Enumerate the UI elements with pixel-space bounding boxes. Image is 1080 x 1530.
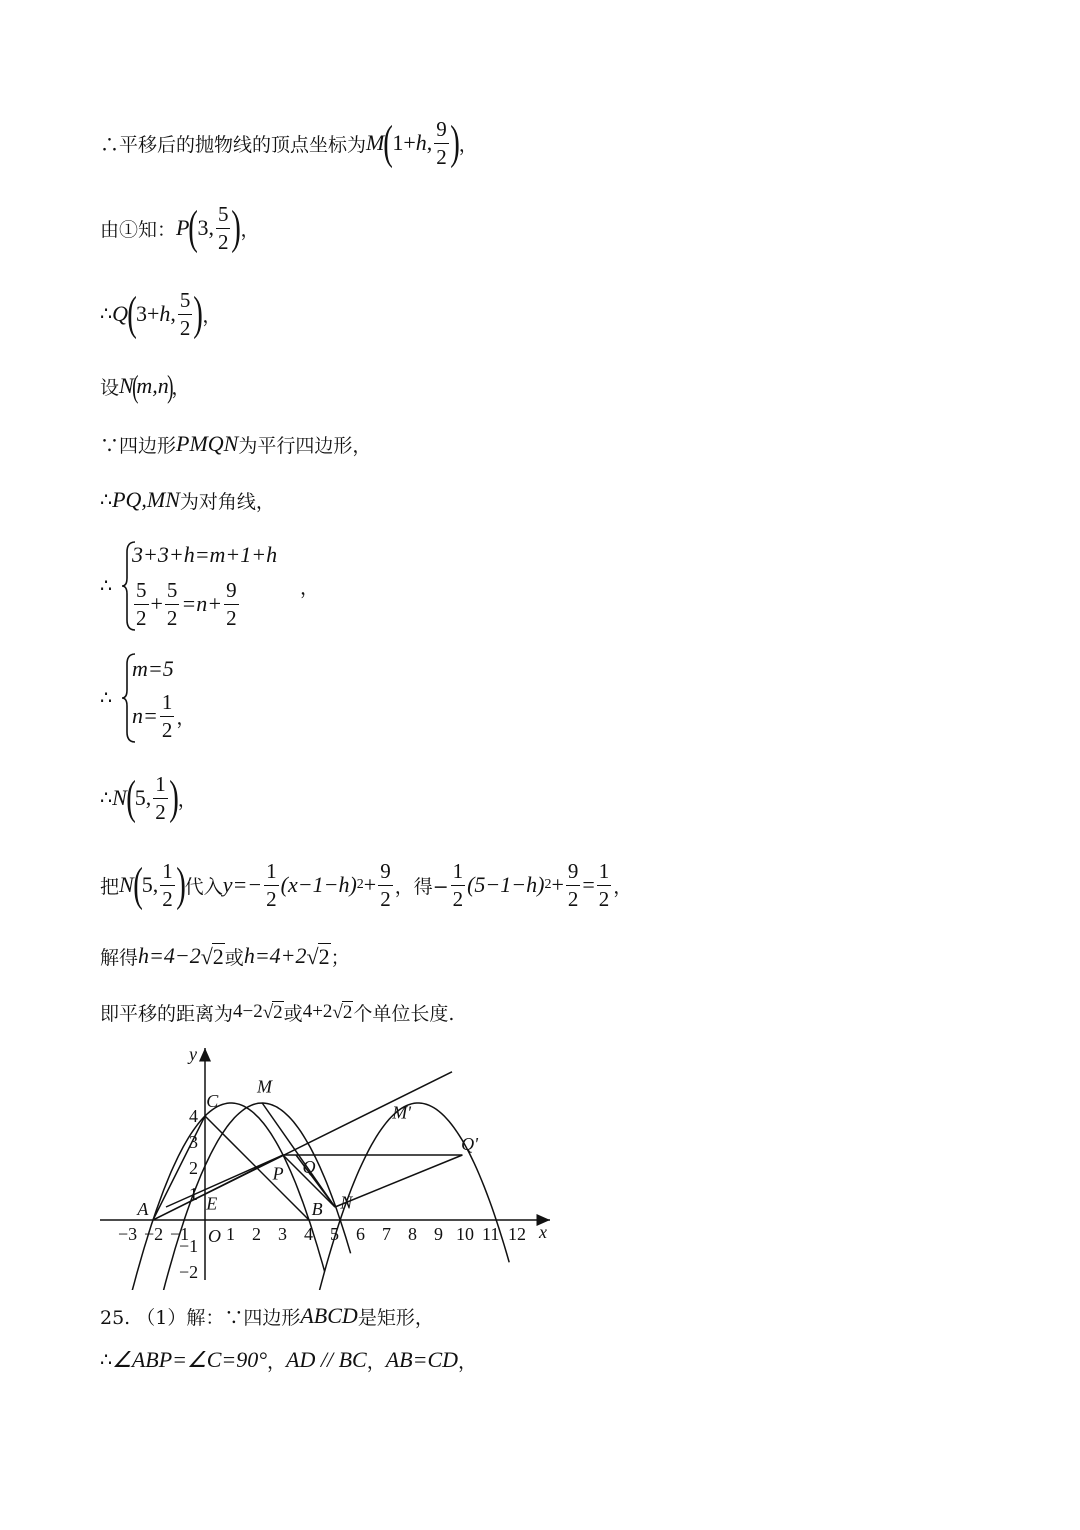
denominator: 2 — [161, 717, 173, 742]
punct: ， — [202, 304, 222, 327]
fraction — [160, 691, 175, 740]
y-tick-label: 2 — [189, 1158, 198, 1178]
fraction — [178, 289, 193, 338]
line-distance — [100, 982, 454, 1042]
segment-cb — [205, 1116, 309, 1220]
parabola-shifted-2 — [309, 1103, 509, 1290]
fraction — [451, 860, 466, 909]
expr: (x−1−h) — [280, 872, 357, 897]
coordinate-figure — [95, 1040, 565, 1290]
figure-geometry — [100, 1048, 550, 1290]
denominator: 2 — [567, 886, 579, 911]
fraction — [153, 773, 168, 822]
expr: AB=CD — [385, 1347, 459, 1372]
x-tick-label: 3 — [278, 1224, 287, 1244]
fraction — [566, 860, 581, 909]
x-tick-label: 1 — [226, 1224, 235, 1244]
fraction — [224, 579, 239, 628]
text: ，得− — [394, 875, 449, 898]
y-axis-label: y — [189, 1044, 197, 1064]
radicand: 2 — [212, 943, 224, 969]
plus: + — [150, 591, 163, 616]
text: ∴平移后的抛物线的顶点坐标为 — [100, 133, 367, 156]
x-tick-label: 4 — [304, 1224, 313, 1244]
x-tick-label: −2 — [144, 1224, 164, 1244]
x-tick-label: −3 — [118, 1224, 138, 1244]
numerator: 1 — [264, 860, 279, 885]
expr: =n+ — [181, 591, 223, 616]
equation-row-2 — [132, 688, 195, 744]
var-n: N — [112, 785, 127, 810]
text: 或 — [224, 946, 244, 969]
line-substitute — [100, 855, 632, 915]
line-rectangle-props — [100, 1330, 477, 1390]
fraction — [264, 860, 279, 909]
denominator: 2 — [436, 144, 447, 169]
sqrt: √ 2 — [200, 943, 224, 969]
equation-row-1: m=5 — [132, 656, 174, 681]
text: ∵四边形 — [100, 434, 177, 457]
expr: 3+ — [135, 301, 160, 326]
punct: ； — [330, 946, 350, 969]
text: 把 — [100, 875, 120, 898]
fraction — [160, 860, 175, 909]
fraction — [165, 579, 180, 628]
therefore: ∴ — [100, 575, 113, 597]
x-tick-label: 10 — [456, 1224, 474, 1244]
text: ∴ — [100, 787, 113, 809]
text: 或 — [283, 1002, 303, 1025]
denominator: 2 — [217, 229, 229, 254]
punct: ， — [458, 133, 478, 156]
expr: h=4+2 — [243, 943, 307, 968]
exponent: 2 — [356, 877, 364, 892]
paren-open: ( — [188, 201, 199, 254]
expr: (5−1−h) — [467, 872, 545, 897]
text: ∴ — [100, 489, 113, 511]
denominator: 2 — [226, 605, 237, 630]
point-e-label: E — [206, 1193, 218, 1214]
paren-close: ) — [193, 287, 204, 340]
expr: 4+2 — [302, 1001, 333, 1022]
text: ∴ — [100, 1349, 113, 1371]
denominator: 2 — [155, 799, 166, 824]
expr: y=− — [222, 872, 263, 897]
line-set-n — [100, 356, 190, 416]
text: 设 — [100, 376, 120, 399]
equals: = — [582, 872, 595, 897]
line-solve-h — [100, 926, 350, 986]
denominator: 2 — [179, 315, 191, 340]
radicand: 2 — [273, 1001, 283, 1023]
numerator: 5 — [216, 203, 231, 228]
x-tick-label: −1 — [170, 1224, 190, 1244]
text: 由①知： — [100, 218, 177, 241]
punct: ， — [171, 376, 191, 399]
paren-open: ( — [125, 771, 136, 824]
fraction — [434, 118, 449, 167]
punct: ， — [613, 875, 633, 898]
point-m-label: M — [257, 1076, 272, 1097]
numerator: 9 — [566, 860, 581, 885]
paren-close: ) — [168, 771, 179, 824]
y-tick-label: −2 — [179, 1262, 199, 1282]
numerator: 9 — [224, 579, 239, 604]
paren-close: ) — [175, 858, 186, 911]
numerator: 1 — [160, 860, 175, 885]
text: 代入 — [184, 875, 223, 898]
expr: AD // BC — [286, 1347, 367, 1372]
x-tick-label: 5 — [330, 1224, 339, 1244]
paren-open: ( — [383, 116, 394, 169]
fraction — [134, 579, 149, 628]
punct: ， — [366, 1350, 386, 1373]
line-point-q — [100, 284, 221, 344]
y-tick-label: 4 — [189, 1106, 198, 1126]
equation-row-1: 3+3+h=m+1+h — [132, 542, 278, 567]
equation-row-2 — [132, 576, 241, 632]
numerator: 5 — [134, 579, 149, 604]
x-tick-label: 8 — [408, 1224, 417, 1244]
paren-open: ( — [127, 287, 137, 340]
segment-ap — [153, 1155, 283, 1220]
numerator: 5 — [178, 289, 193, 314]
punct: ， — [300, 576, 320, 599]
denominator: 2 — [452, 886, 464, 911]
expr: h=4−2 — [138, 943, 201, 968]
paren-open: ( — [131, 368, 139, 404]
segment-e-line — [166, 1155, 283, 1207]
plus: + — [551, 872, 564, 897]
var-n: N — [119, 373, 134, 398]
line-point-n — [100, 768, 197, 828]
fraction — [378, 860, 393, 909]
punct: ， — [176, 706, 196, 729]
var-h: h — [415, 130, 427, 155]
expr: n= — [132, 703, 158, 728]
radicand: 2 — [318, 943, 330, 969]
fraction — [597, 860, 612, 909]
punct: ， — [267, 1350, 287, 1373]
denominator: 2 — [162, 886, 173, 911]
origin-label: O — [208, 1226, 221, 1246]
expr: m,n — [136, 373, 169, 398]
expr: 4−2 — [233, 1001, 263, 1022]
var-h: h — [159, 301, 171, 326]
parabola-original — [130, 1103, 325, 1290]
paren-close: ) — [231, 201, 242, 254]
var-p: P — [176, 215, 190, 240]
sqrt: √ 2 — [332, 1001, 353, 1023]
var-q: Q — [112, 301, 128, 326]
paren-close: ) — [166, 368, 174, 404]
point-q-label: Q — [302, 1157, 316, 1178]
line-point-p — [100, 198, 259, 258]
text: 25. （1）解：∵四边形 — [100, 1306, 301, 1329]
point-c-label: C — [206, 1090, 219, 1111]
denominator: 2 — [380, 886, 391, 911]
paren-close: ) — [449, 116, 460, 169]
denominator: 2 — [136, 605, 147, 630]
numerator: 1 — [451, 860, 466, 885]
expr: 5, — [141, 872, 159, 897]
text: ∴ — [100, 303, 113, 325]
x-axis-label: x — [539, 1222, 547, 1242]
line-diagonals — [100, 470, 275, 530]
text: 为平行四边形， — [238, 434, 372, 457]
numerator: 1 — [597, 860, 612, 885]
x-tick-label: 2 — [252, 1224, 261, 1244]
y-tick-label: −1 — [179, 1236, 199, 1256]
x-tick-label: 9 — [434, 1224, 443, 1244]
punct: ， — [240, 218, 260, 241]
text: 解得 — [100, 946, 139, 969]
numerator: 9 — [378, 860, 393, 885]
x-tick-label: 12 — [508, 1224, 526, 1244]
point-m-prime-label: M' — [392, 1102, 412, 1123]
text: 是矩形， — [357, 1306, 434, 1329]
radicand: 2 — [342, 1001, 353, 1023]
text: 个单位长度. — [353, 1002, 455, 1025]
x-tick-label: 7 — [382, 1224, 391, 1244]
y-tick-label: 3 — [189, 1132, 198, 1152]
text: 即平移的距离为 — [100, 1002, 234, 1025]
exponent: 2 — [544, 877, 552, 892]
numerator: 5 — [165, 579, 180, 604]
punct: ， — [458, 1350, 478, 1373]
numerator: 1 — [153, 773, 168, 798]
expr: ∠ABP=∠C=90° — [112, 1347, 268, 1372]
denominator: 2 — [166, 605, 178, 630]
y-tick-label: 1 — [189, 1184, 198, 1204]
expr: 1+ — [392, 130, 416, 155]
line-vertex-m — [100, 113, 478, 173]
therefore: ∴ — [100, 687, 113, 709]
denominator: 2 — [266, 886, 277, 911]
point-p-label: P — [272, 1163, 284, 1184]
var-pq-mn: PQ,MN — [112, 487, 180, 512]
punct: ， — [177, 788, 197, 811]
point-q-prime-label: Q' — [461, 1133, 478, 1154]
comma: , — [426, 130, 433, 155]
sqrt: √ 2 — [306, 943, 330, 969]
x-tick-label: 6 — [356, 1224, 365, 1244]
expr: 5, — [134, 785, 152, 810]
numerator: 1 — [160, 691, 175, 716]
var-pmqn: PMQN — [176, 431, 239, 456]
denominator: 2 — [598, 886, 610, 911]
var-abcd: ABCD — [300, 1303, 358, 1328]
paren-open: ( — [132, 858, 143, 911]
var-m: M — [366, 130, 385, 155]
line-parallelogram — [100, 414, 371, 474]
point-b-label: B — [311, 1198, 323, 1219]
x-tick-label: 11 — [482, 1224, 500, 1244]
comma: , — [170, 301, 176, 326]
point-a-label: A — [137, 1198, 149, 1219]
sqrt: √ 2 — [262, 1001, 283, 1023]
text: 为对角线， — [179, 490, 275, 513]
var-n: N — [119, 872, 134, 897]
plus: + — [363, 872, 377, 897]
numerator: 9 — [434, 118, 449, 143]
fraction — [216, 203, 231, 252]
expr: 3, — [197, 215, 214, 240]
point-n-label: N — [340, 1192, 353, 1213]
